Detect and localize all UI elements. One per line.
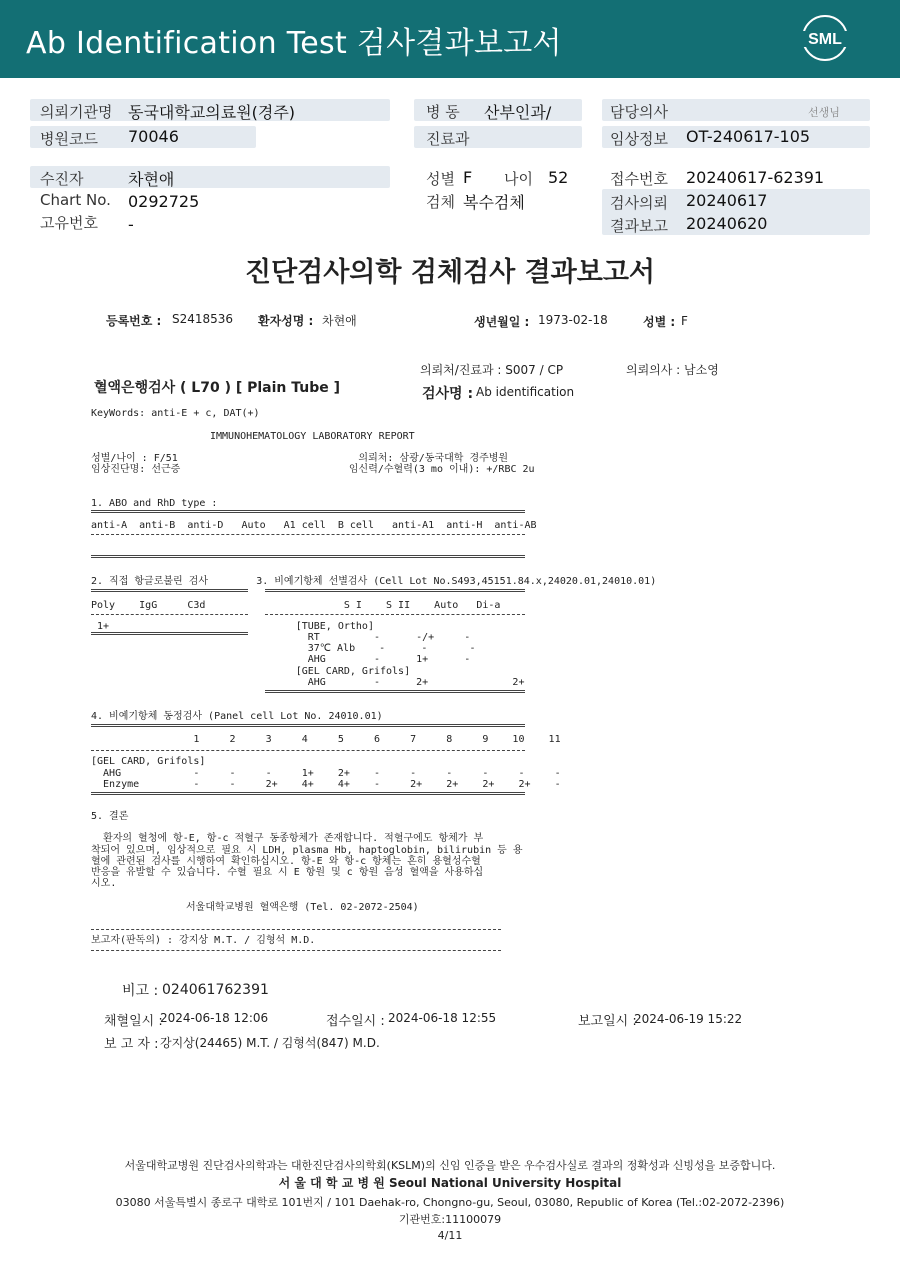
screen-row-ahg: AHG - 1+ - [91, 654, 471, 665]
sex-label: 성별 [426, 170, 455, 188]
patient-row-bg [30, 166, 390, 188]
age-value: 52 [548, 168, 569, 187]
clinical-label: 임상정보 [610, 130, 668, 148]
divider [91, 510, 525, 513]
ward-value: 산부인과/ [484, 103, 552, 122]
blood-bank-contact: 서울대학교병원 혈액은행 (Tel. 02-2072-2504) [186, 902, 419, 913]
panel-gel-card: [GEL CARD, Grifols] [91, 756, 206, 767]
hospital-name: 서 울 대 학 교 병 원 Seoul National University Hospital [278, 1176, 622, 1190]
report-line-diagnosis: 임상진단명: 선근증 임신력/수혈력(3 mo 이내): +/RBC 2u [91, 464, 535, 475]
doctor-label: 담당의사 [610, 103, 668, 121]
report-date-value: 20240620 [686, 214, 768, 233]
name-label: 환자성명 : [258, 314, 314, 328]
patient-label: 수진자 [40, 170, 84, 188]
organization-code: 기관번호:11100079 [398, 1213, 502, 1226]
receipt-label: 접수번호 [610, 170, 668, 188]
panel-heading: 4. 비예기항체 동정검사 (Panel cell Lot No. 24010.01) [91, 711, 383, 722]
sml-logo-icon [800, 13, 850, 63]
clinical-value: OT-240617-105 [686, 127, 811, 146]
panel-row-ahg: AHG - - - 1+ 2+ - - - - - - [91, 768, 561, 779]
unique-value: - [128, 215, 134, 234]
referral: 의뢰처/진료과 : S007 / CP [420, 363, 564, 377]
dat-columns: Poly IgG C3d S I S II Auto Di-a [91, 600, 501, 611]
conclusion-line: 혈에 관련된 검사를 시행하여 확인하십시오. 항-E 와 항-c 항체는 흔히 용혈성수혈 [91, 856, 481, 867]
test-title: 혈액은행검사 ( L70 ) [ Plain Tube ] [94, 380, 341, 396]
note-label: 비고 : [122, 983, 159, 999]
receive-label: 접수일시 : [326, 1014, 385, 1029]
birth-label: 생년월일 : [474, 315, 530, 329]
screen-row-37alb: 37℃ Alb - - - [91, 643, 476, 654]
keywords-line: KeyWords: anti-E + c, DAT(+) [91, 408, 260, 419]
chart-label: Chart No. [40, 191, 111, 209]
unique-label: 고유번호 [40, 214, 98, 232]
abo-section-heading: 1. ABO and RhD type : [91, 498, 218, 509]
certification-note: 서울대학교병원 진단검사의학과는 대한진단검사의학회(KSLM)의 신임 인증을 받은 우수검사실로 결과의 정확성과 신빙성을 보증합니다. [124, 1159, 776, 1172]
panel-columns: 1 2 3 4 5 6 7 8 9 10 11 [91, 734, 561, 745]
divider [91, 534, 525, 535]
collect-value: 2024-06-18 12:06 [160, 1011, 269, 1025]
hospital-address: 03080 서울특별시 종로구 대학로 101번지 / 101 Daehak-ro, Chongno-gu, Seoul, 03080, Republic of Korea (Tel.:02-2072-2396) [115, 1196, 785, 1209]
conclusion-line: 시오. [91, 878, 117, 889]
reg-label: 등록번호 : [106, 314, 162, 328]
receive-value: 2024-06-18 12:55 [388, 1011, 497, 1025]
request-label: 검사의뢰 [610, 194, 668, 212]
note-value: 024061762391 [162, 982, 269, 998]
screen-row-gel-ahg: AHG - 2+ 2+ [91, 677, 525, 688]
department-label: 진료과 [426, 130, 470, 148]
divider [91, 792, 525, 795]
report-line-sex-age: 성별/나이 : F/51 의뢰처: 삼광/동국대학 경주병원 [91, 453, 509, 464]
request-value: 20240617 [686, 191, 768, 210]
screen-row-rt: RT - -/+ - [91, 632, 471, 643]
ward-label: 병 동 [426, 103, 460, 121]
page-number: 4/11 [437, 1229, 463, 1242]
divider [265, 589, 525, 592]
collect-label: 채혈일시 : [104, 1014, 163, 1029]
chart-value: 0292725 [128, 192, 200, 211]
page-title: Ab Identification Test 검사결과보고서 [26, 26, 562, 61]
report-date-label: 결과보고 [610, 217, 668, 235]
report-heading: IMMUNOHEMATOLOGY LABORATORY REPORT [210, 431, 415, 442]
reporter-value: 강지상(24465) M.T. / 김형석(847) M.D. [160, 1036, 380, 1050]
sex-value: F [463, 168, 473, 187]
reporter-line: 보고자(판독의) : 강지상 M.T. / 김형석 M.D. [91, 935, 316, 946]
receipt-value: 20240617-62391 [686, 168, 825, 187]
doc-sex-value: F [681, 314, 688, 328]
specimen-value: 복수검체 [463, 193, 525, 212]
test-name-value: Ab identification [476, 385, 575, 399]
divider [91, 555, 525, 558]
divider [91, 614, 248, 615]
institution-label: 의뢰기관명 [40, 103, 113, 121]
conclusion-line: 반응을 유발할 수 있습니다. 수혈 필요 시 E 항원 및 c 항원 음성 혈액을 사용하십 [91, 867, 484, 878]
panel-row-enzyme: Enzyme - - 2+ 4+ 4+ - 2+ 2+ 2+ 2+ - [91, 779, 561, 790]
screen-gel-card: [GEL CARD, Grifols] [91, 666, 411, 677]
institution-value: 동국대학교의료원(경주) [128, 103, 296, 122]
dat-screening-heading: 2. 직접 항글로불린 검사 3. 비예기항체 선별검사 (Cell Lot No.S493,45151.84.x,24020.01,24010.01) [91, 576, 657, 587]
divider [91, 750, 525, 751]
reporter-label: 보 고 자 : [104, 1037, 159, 1052]
hospital-code-label: 병원코드 [40, 130, 98, 148]
abo-columns: anti-A anti-B anti-D Auto A1 cell B cell anti-A1 anti-H anti-AB [91, 520, 537, 531]
divider [91, 589, 248, 592]
age-label: 나이 [504, 170, 533, 188]
referring-doctor: 의뢰의사 : 남소영 [626, 363, 719, 377]
doc-sex-label: 성별 : [643, 315, 676, 329]
conclusion-line: 착되어 있으며, 임상적으로 필요 시 LDH, plasma Hb, haptoglobin, bilirubin 등 용 [91, 845, 523, 856]
logo-text: SML [808, 31, 842, 48]
divider [91, 724, 525, 727]
divider [265, 690, 525, 693]
divider [91, 929, 501, 930]
patient-value: 차현애 [128, 170, 175, 189]
document-title: 진단검사의학 검체검사 결과보고서 [244, 257, 656, 288]
name-value: 차현애 [322, 314, 357, 328]
conclusion-heading: 5. 결론 [91, 811, 129, 822]
test-name-label: 검사명 : [422, 386, 474, 402]
doctor-value: 선생님 [808, 106, 840, 119]
birth-value: 1973-02-18 [538, 313, 608, 327]
hospital-code-value: 70046 [128, 127, 179, 146]
dat-result-tube: 1+ [TUBE, Ortho] [91, 621, 374, 632]
specimen-label: 검체 [426, 193, 455, 211]
report-time-value: 2024-06-19 15:22 [634, 1012, 743, 1026]
conclusion-line: 환자의 혈청에 항-E, 항-c 적혈구 동종항체가 존재합니다. 적혈구에도 항체가 부 [91, 833, 484, 844]
divider [91, 950, 501, 951]
report-time-label: 보고일시 : [578, 1014, 637, 1029]
reg-value: S2418536 [172, 312, 234, 326]
divider [265, 614, 525, 615]
